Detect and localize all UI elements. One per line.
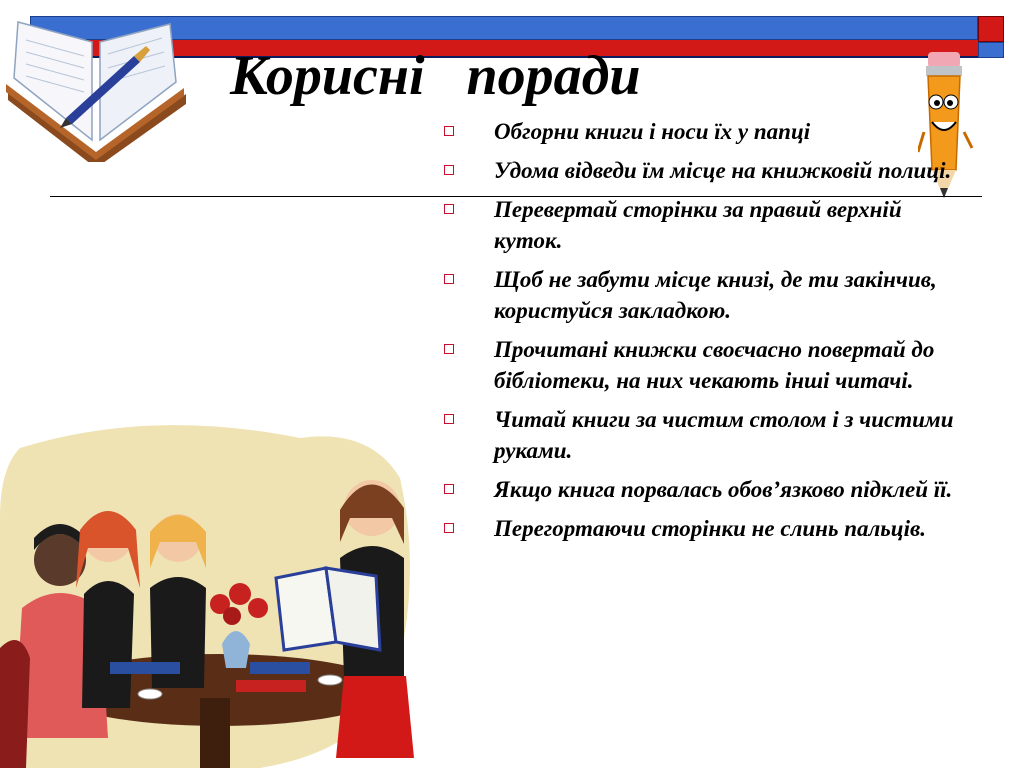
women-reading-illustration [0, 418, 420, 768]
tip-text: Обгорни книги і носи їх у папці [494, 119, 811, 144]
list-item [440, 334, 970, 396]
tip-text: Удома відведи їм місце на книжковій полиці. [494, 158, 952, 183]
slide-title: Корисні поради [230, 45, 641, 107]
square-bullet-icon [444, 165, 454, 175]
tip-text: Щоб не забути місце книзі, де ти закінчив, користуйся закладкою. [494, 267, 937, 323]
square-bullet-icon [444, 126, 454, 136]
corner-red-square [978, 16, 1004, 42]
corner-blue-square [978, 42, 1004, 58]
tip-text: Перегортаючи сторінки не слинь пальців. [494, 516, 927, 541]
tip-text: Якщо книга порвалась обов’язково підклей її. [494, 477, 953, 502]
list-item [440, 513, 970, 544]
list-item [440, 404, 970, 466]
tip-text: Читай книги за чистим столом і з чистими руками. [494, 407, 954, 463]
tips-list [440, 116, 970, 552]
square-bullet-icon [444, 414, 454, 424]
list-item [440, 474, 970, 505]
list-item [440, 194, 970, 256]
square-bullet-icon [444, 523, 454, 533]
open-book-icon [0, 12, 190, 162]
list-item [440, 116, 970, 147]
square-bullet-icon [444, 484, 454, 494]
tip-text: Перевертай сторінки за правий верхній куток. [494, 197, 902, 253]
square-bullet-icon [444, 204, 454, 214]
square-bullet-icon [444, 344, 454, 354]
tip-text: Прочитані книжки своєчасно повертай до бібліотеки, на них чекають інші читачі. [494, 337, 935, 393]
square-bullet-icon [444, 274, 454, 284]
list-item [440, 155, 970, 186]
list-item [440, 264, 970, 326]
